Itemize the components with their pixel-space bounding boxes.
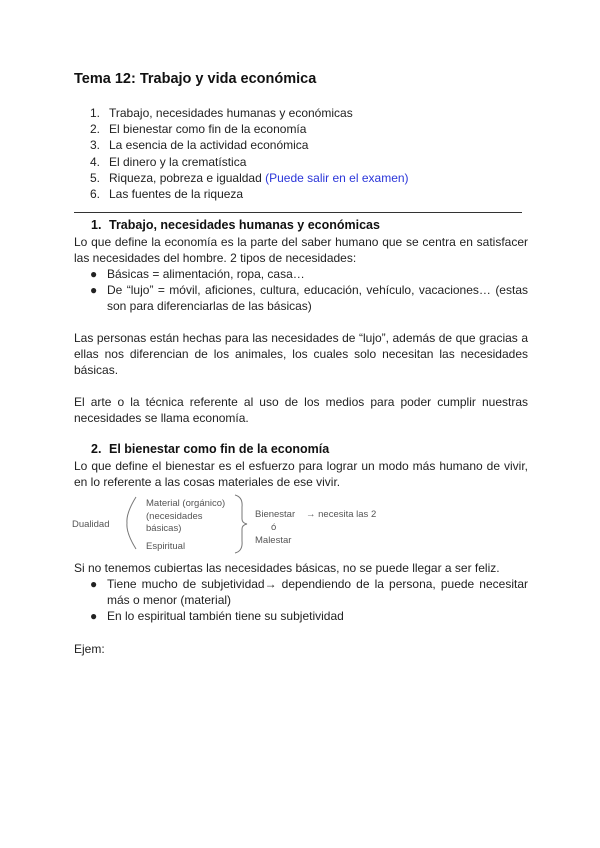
toc-item	[90, 186, 409, 202]
left-bracket	[127, 497, 136, 549]
bullet-item	[90, 266, 528, 282]
section-heading	[91, 218, 380, 232]
bullet-item	[90, 282, 528, 314]
diagram-arrow-note: → necesita las 2	[306, 509, 377, 520]
paragraph: Lo que define la economía es la parte del saber humano que se centra en satisfacer las necesidades del hombre. 2 tipos de necesidades:	[74, 235, 528, 266]
section-title: El bienestar como fin de la economía	[109, 442, 330, 456]
section-heading	[91, 442, 329, 456]
toc-item	[90, 121, 409, 137]
toc-text: Trabajo, necesidades humanas y económicas	[109, 106, 353, 120]
page-title: Tema 12: Trabajo y vida económica	[74, 71, 317, 87]
toc-item	[90, 170, 409, 186]
toc-text: El bienestar como fin de la economía	[109, 122, 307, 137]
table-of-contents	[90, 105, 409, 202]
bullet-text: Tiene mucho de subjetividad→ dependiendo de la persona, puede necesitar más o menor (material)	[107, 577, 528, 608]
section-title: Trabajo, necesidades humanas y económicas	[109, 218, 380, 232]
example-label: Ejem:	[74, 642, 105, 656]
diagram-or: ó	[271, 522, 277, 533]
toc-number: 2.	[90, 122, 101, 137]
diagram-outcome: Malestar	[255, 535, 292, 546]
exam-note: (Puede salir en el examen)	[265, 170, 409, 185]
bullet-item	[90, 608, 528, 624]
paragraph: Si no tenemos cubiertas las necesidades básicas, no se puede llegar a ser feliz.	[74, 561, 500, 575]
diagram-branch-material-sub: (necesidades	[146, 511, 203, 522]
bullet-icon: ●	[90, 609, 98, 624]
toc-text: La esencia de la actividad económica	[109, 138, 309, 153]
diagram-outcome: Bienestar	[255, 509, 296, 520]
bullet-list	[90, 576, 528, 625]
bullet-list	[90, 266, 528, 315]
horizontal-rule	[74, 212, 522, 213]
toc-item	[90, 154, 409, 170]
toc-item	[90, 137, 409, 153]
paragraph: Las personas están hechas para las necesidades de “lujo”, además de que gracias a ellas nos diferencian de los animales, los cuales solo necesitan las necesidades básicas.	[74, 331, 528, 378]
toc-number: 5.	[90, 170, 101, 185]
diagram-root: Dualidad	[72, 519, 110, 530]
toc-text: Riqueza, pobreza e igualdad	[109, 170, 262, 185]
diagram-branch-material-sub: básicas)	[146, 523, 182, 534]
toc-number: 3.	[90, 138, 101, 153]
bullet-icon: ●	[90, 577, 98, 591]
paragraph: El arte o la técnica referente al uso de los medios para poder cumplir nuestras necesidades se llama economía.	[74, 395, 528, 426]
paragraph: Lo que define el bienestar es el esfuerzo para lograr un modo más humano de vivir, en lo referente a las cosas materiales de ese vivir.	[74, 459, 528, 490]
toc-number: 1.	[90, 106, 101, 120]
bullet-text: De “lujo” = móvil, aficiones, cultura, educación, vehículo, vacaciones… (estas son para diferenciarlas de las básicas)	[107, 283, 528, 314]
toc-number: 6.	[90, 186, 101, 201]
section-number: 2.	[91, 442, 102, 456]
diagram-brackets	[70, 493, 400, 555]
bullet-icon: ●	[90, 267, 98, 281]
diagram-branch-material: Material (orgánico)	[146, 498, 226, 509]
bullet-text: En lo espiritual también tiene su subjetividad	[107, 609, 344, 624]
toc-text: Las fuentes de la riqueza	[109, 186, 244, 201]
bullet-item	[90, 576, 528, 608]
toc-item	[90, 105, 409, 121]
section-number: 1.	[91, 218, 102, 232]
dualidad-diagram	[70, 493, 400, 555]
right-brace	[235, 495, 247, 553]
diagram-branch-spiritual: Espiritual	[146, 541, 186, 552]
toc-number: 4.	[90, 154, 101, 169]
bullet-text: Básicas = alimentación, ropa, casa…	[107, 267, 305, 281]
toc-text: El dinero y la crematística	[109, 154, 247, 169]
bullet-icon: ●	[90, 283, 98, 298]
